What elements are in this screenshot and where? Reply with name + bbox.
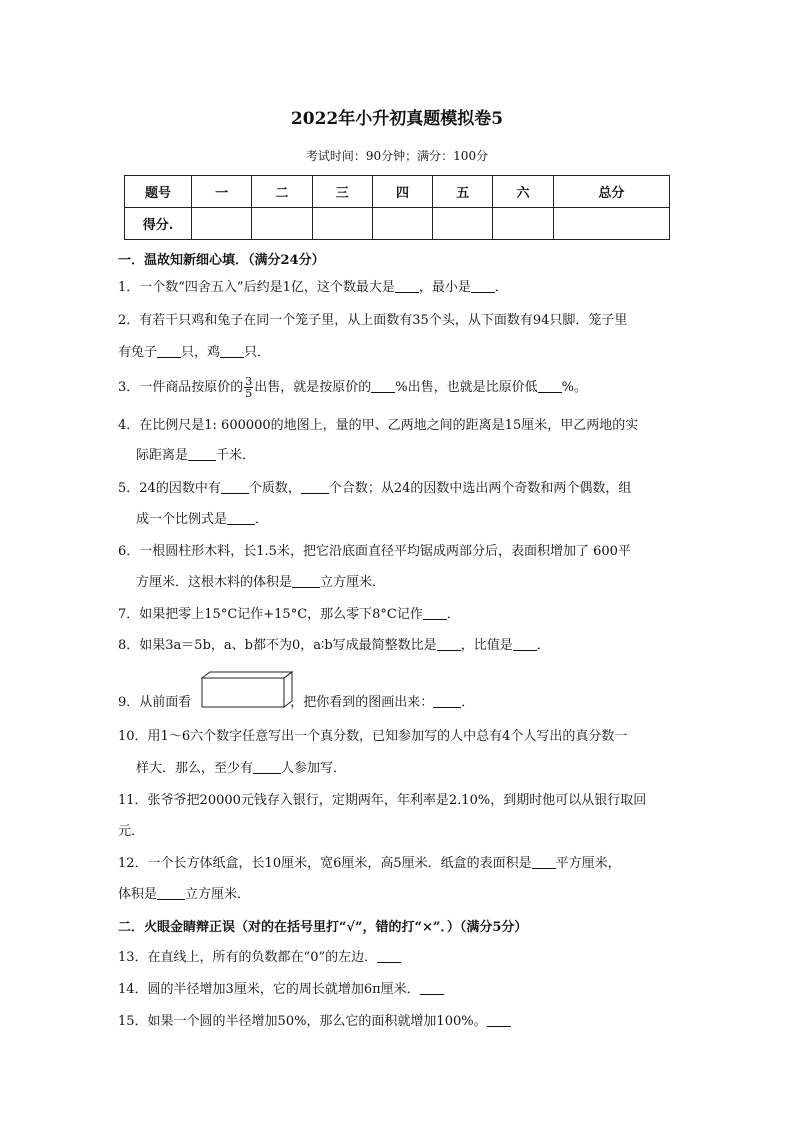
- answer-blank[interactable]: [371, 378, 395, 393]
- answer-blank[interactable]: [395, 278, 419, 293]
- question-6-cont: 方厘米．这根木料的体积是 立方厘米．: [136, 575, 386, 590]
- score-header-cell: 五: [433, 176, 493, 208]
- answer-blank[interactable]: [157, 343, 181, 358]
- answer-blank[interactable]: [420, 980, 444, 995]
- answer-blank[interactable]: [227, 510, 255, 525]
- answer-blank[interactable]: [471, 278, 495, 293]
- score-header-cell: 二: [252, 176, 312, 208]
- score-row-label: 得分.: [125, 208, 192, 240]
- answer-blank[interactable]: [221, 479, 249, 494]
- score-cell[interactable]: [192, 208, 252, 240]
- question-9: 9．从前面看 ，把你看到的图画出来： ．: [118, 695, 475, 710]
- answer-blank[interactable]: [301, 479, 329, 494]
- question-11: 11．张爷爷把20000元钱存入银行，定期两年，年利率是2.10%，到期时他可以从银行取回: [118, 793, 647, 808]
- fraction-three-fifths: $\frac{3}{5}$: [245, 375, 253, 400]
- score-header-cell: 六: [493, 176, 553, 208]
- question-15: 15．如果一个圆的半径增加50%，那么它的面积就增加100%。: [118, 1012, 511, 1032]
- answer-blank[interactable]: [538, 378, 562, 393]
- section-heading-1: 一．温故知新细心填．（满分24分）: [118, 253, 325, 268]
- question-5-cont: 成一个比例式是 ．: [136, 512, 269, 527]
- question-6: 6．一根圆柱形木料，长1.5米，把它沿底面直径平均锯成两部分后，表面积增加了 600平: [118, 544, 631, 559]
- section-heading-2: 二．火眼金睛辩正误（对的在括号里打“√”，错的打“×”．）（满分5分）: [118, 920, 528, 935]
- score-header-cell: 题号: [125, 176, 192, 208]
- score-cell[interactable]: [312, 208, 372, 240]
- question-5: 5．24的因数中有 个质数， 个合数；从24的因数中选出两个奇数和两个偶数，组: [118, 481, 632, 496]
- answer-blank[interactable]: [220, 343, 244, 358]
- score-cell[interactable]: [252, 208, 312, 240]
- question-2-cont: 有兔子 只，鸡 只．: [118, 345, 271, 360]
- question-12-cont: 体积是 立方厘米．: [118, 887, 251, 902]
- score-header-cell: 一: [192, 176, 252, 208]
- answer-blank[interactable]: [423, 605, 447, 620]
- question-8: 8．如果3a＝5b，a、b都不为0，a∶b写成最简整数比是 ，比值是 ．: [118, 638, 550, 653]
- score-cell[interactable]: [433, 208, 493, 240]
- answer-blank[interactable]: [513, 636, 537, 651]
- score-table-score-row: [125, 208, 670, 240]
- exam-info: 考试时间：90分钟；满分：100分: [305, 149, 489, 163]
- score-cell[interactable]: [493, 208, 553, 240]
- question-14: 14．圆的半径增加3厘米，它的周长就增加6π厘米．: [118, 980, 444, 1000]
- answer-blank[interactable]: [532, 854, 556, 869]
- question-4: 4．在比例尺是1: 600000的地图上，量的甲、乙两地之间的距离是15厘米，甲乙两地的实: [118, 418, 639, 433]
- score-table-header-row: [125, 176, 670, 208]
- question-7: 7．如果把零上15°C记作+15°C，那么零下8°C记作 ．: [118, 607, 460, 622]
- question-10: 10．用1～6六个数字任意写出一个真分数，已知参加写的人中总有4个人写出的真分数一: [118, 729, 628, 744]
- score-header-cell: 三: [312, 176, 372, 208]
- answer-blank[interactable]: [433, 693, 461, 708]
- question-12: 12．一个长方体纸盒，长10厘米，宽6厘米，高5厘米．纸盒的表面积是 平方厘米，: [118, 856, 621, 871]
- answer-blank[interactable]: [253, 759, 281, 774]
- answer-blank[interactable]: [437, 636, 461, 651]
- score-header-cell: 总分: [553, 176, 669, 208]
- question-11-cont: 元．: [118, 824, 145, 839]
- question-10-cont: 样大．那么，至少有 人参加写．: [136, 761, 347, 776]
- answer-blank[interactable]: [188, 446, 216, 461]
- answer-blank[interactable]: [487, 1012, 511, 1027]
- question-13: 13．在直线上，所有的负数都在“0”的左边．: [118, 948, 401, 968]
- question-2: 2．有若干只鸡和兔子在同一个笼子里，从上面数有35个头，从下面数有94只脚．笼子里: [118, 313, 628, 328]
- score-table: [124, 175, 670, 240]
- score-cell[interactable]: [553, 208, 669, 240]
- score-header-cell: 四: [372, 176, 432, 208]
- score-cell[interactable]: [372, 208, 432, 240]
- page-title: 2022年小升初真题模拟卷5: [290, 109, 504, 129]
- question-1: 1．一个数“四舍五入”后约是1亿，这个数最大是 ，最小是 ．: [118, 280, 508, 295]
- question-3: 3．一件商品按原价的 $\frac{3}{5}$ 出售，就是按原价的 %出售，也就是比原价低 %。: [118, 375, 588, 400]
- answer-blank[interactable]: [292, 573, 320, 588]
- answer-blank[interactable]: [377, 948, 401, 963]
- question-4-cont: 际距离是 千米．: [136, 448, 256, 463]
- answer-blank[interactable]: [157, 885, 185, 900]
